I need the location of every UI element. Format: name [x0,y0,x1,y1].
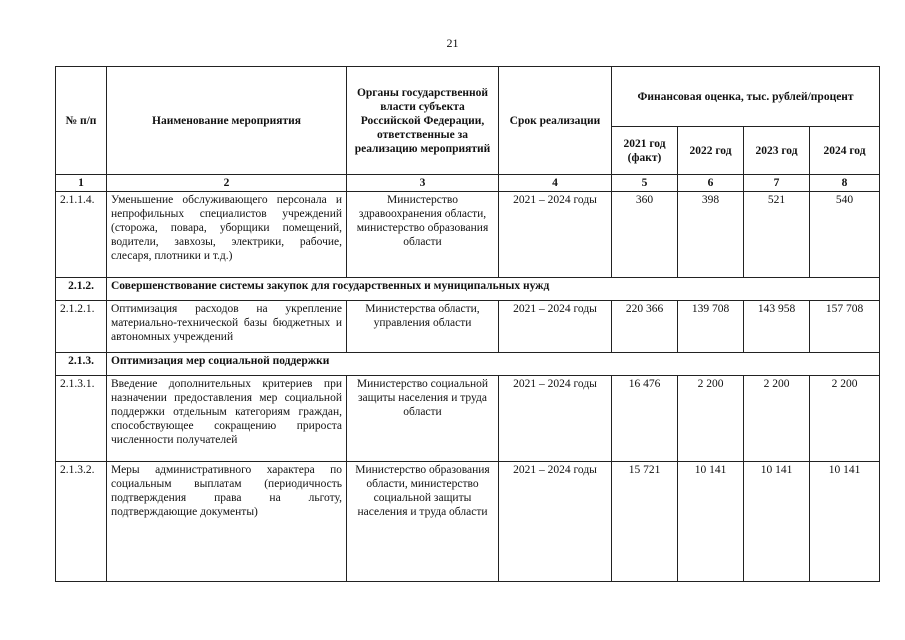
col-number: 3 [347,175,499,192]
row-2023: 143 958 [744,301,810,353]
table-row [56,462,880,582]
col-number: 8 [810,175,880,192]
row-2024: 157 708 [810,301,880,353]
row-2022: 398 [678,192,744,278]
header-num: № п/п [56,67,107,175]
table-row [56,192,880,278]
col-number: 6 [678,175,744,192]
row-term: 2021 – 2024 годы [499,301,612,353]
row-2024: 540 [810,192,880,278]
section-title: Оптимизация мер социальной поддержки [107,353,880,376]
row-num: 2.1.2.1. [56,301,107,353]
row-2023: 10 141 [744,462,810,582]
row-num: 2.1.3.1. [56,376,107,462]
row-2021: 15 721 [612,462,678,582]
row-num: 2.1.3.2. [56,462,107,582]
col-number: 4 [499,175,612,192]
header-2023: 2023 год [744,127,810,175]
row-2022: 2 200 [678,376,744,462]
section-row [56,353,880,376]
row-2024: 2 200 [810,376,880,462]
col-number: 2 [107,175,347,192]
header-2022: 2022 год [678,127,744,175]
row-num: 2.1.1.4. [56,192,107,278]
row-2024: 10 141 [810,462,880,582]
header-2021: 2021 год (факт) [612,127,678,175]
row-name: Оптимизация расходов на укрепление материально-технической базы бюджетных и автономных учреждений [107,301,347,353]
row-name: Уменьшение обслуживающего персонала и непрофильных специалистов учреждений (сторожа, повара, уборщики помещений, водители, завхозы, электрики, рабочие, слесаря, плотники и т.д.) [107,192,347,278]
row-term: 2021 – 2024 годы [499,192,612,278]
header-finance: Финансовая оценка, тыс. рублей/процент [612,67,880,127]
section-title: Совершенствование системы закупок для государственных и муниципальных нужд [107,278,880,301]
row-organs: Министерства области, управления области [347,301,499,353]
row-organs: Министерство образования области, министерство социальной защиты населения и труда области [347,462,499,582]
row-2021: 16 476 [612,376,678,462]
column-numbers-row [56,175,880,192]
measures-table [55,66,880,582]
row-organs: Министерство социальной защиты населения и труда области [347,376,499,462]
section-num: 2.1.2. [56,278,107,301]
col-number: 7 [744,175,810,192]
header-name: Наименование мероприятия [107,67,347,175]
row-2023: 521 [744,192,810,278]
header-2024: 2024 год [810,127,880,175]
section-row [56,278,880,301]
table-row [56,376,880,462]
row-term: 2021 – 2024 годы [499,376,612,462]
row-name: Введение дополнительных критериев при назначении предоставления мер социальной поддержки отдельным категориям граждан, способствующее сокращению прироста численности получателей [107,376,347,462]
row-2021: 360 [612,192,678,278]
header-organs: Органы государственной власти субъекта Российской Федерации, ответственные за реализацию мероприятий [347,67,499,175]
row-term: 2021 – 2024 годы [499,462,612,582]
row-2022: 10 141 [678,462,744,582]
section-num: 2.1.3. [56,353,107,376]
row-2022: 139 708 [678,301,744,353]
header-term: Срок реализации [499,67,612,175]
page-number: 21 [446,36,459,50]
row-name: Меры административного характера по социальным выплатам (периодичность подтверждения права на льготу, подтверждающие документы) [107,462,347,582]
row-organs: Министерство здравоохранения области, министерство образования области [347,192,499,278]
row-2023: 2 200 [744,376,810,462]
table-row [56,301,880,353]
row-2021: 220 366 [612,301,678,353]
col-number: 5 [612,175,678,192]
col-number: 1 [56,175,107,192]
